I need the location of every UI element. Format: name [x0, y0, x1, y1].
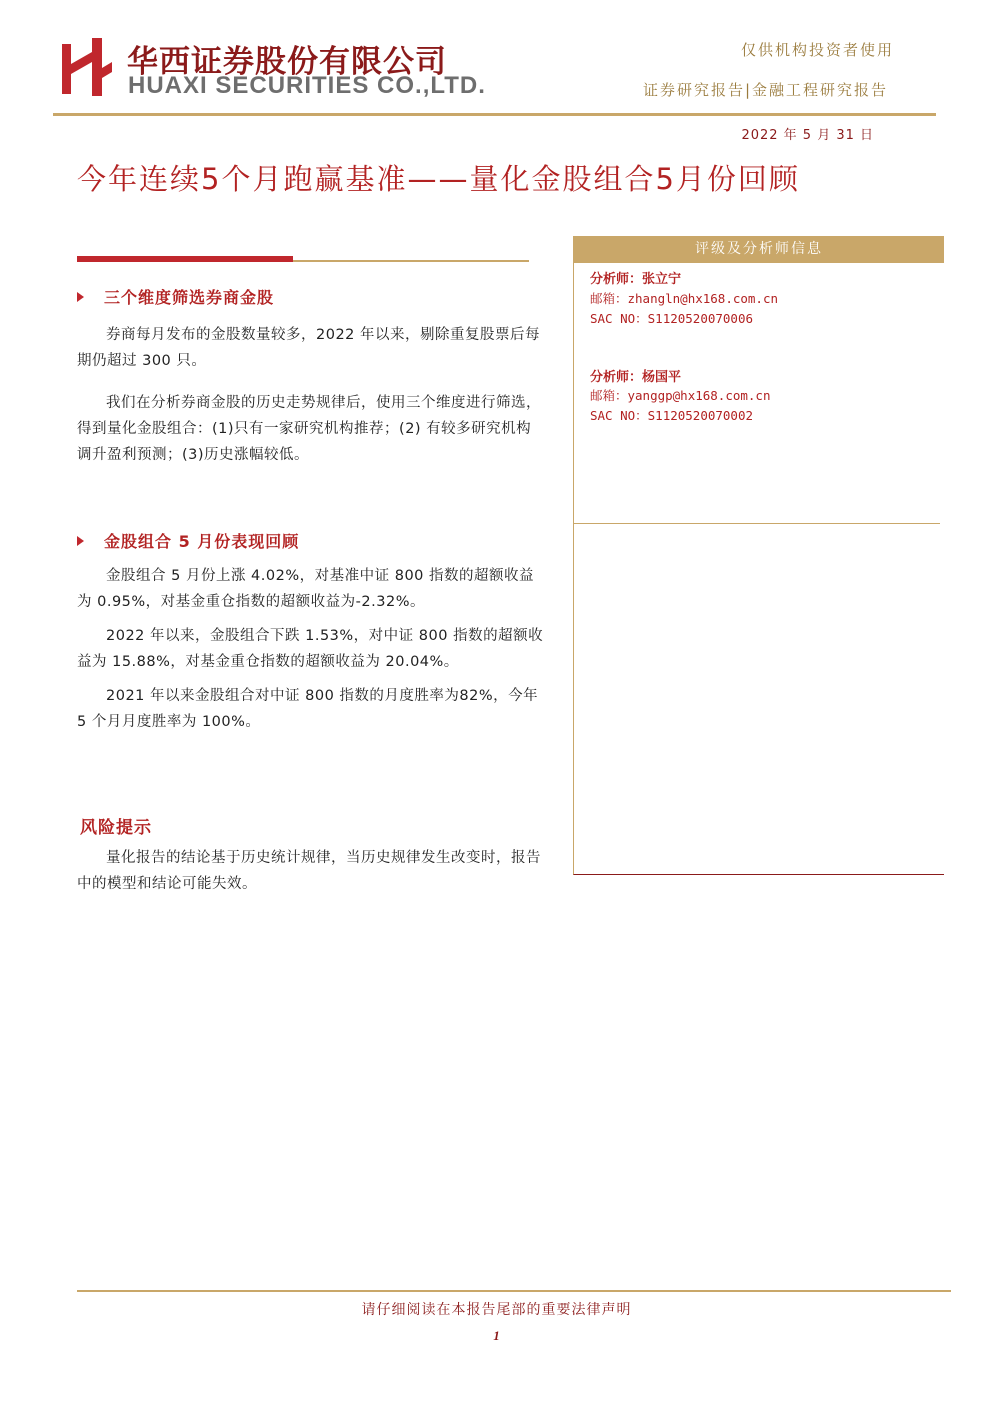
analyst-name: 分析师：张立宁 [590, 272, 682, 287]
analyst-sac-number: SAC NO：S1120520070002 [590, 408, 754, 423]
section-accent-line [293, 260, 529, 262]
risk-heading: 风险提示 [80, 818, 152, 838]
footer-disclaimer: 请仔细阅读在本报告尾部的重要法律声明 [361, 1302, 632, 1318]
company-name-cn: 华西证券股份有限公司 [127, 44, 447, 80]
analyst-name: 分析师：杨国平 [590, 370, 682, 385]
paragraph: 金股组合 5 月份上涨 4.02%，对基准中证 800 指数的超额收益为 0.95%，对基金重仓指数的超额收益为-2.32%。 [77, 568, 535, 610]
analyst-info-panel [573, 236, 944, 875]
paragraph: 我们在分析券商金股的历史走势规律后，使用三个维度进行筛选，得到量化金股组合：(1)只有一家研究机构推荐；(2) 有较多研究机构调升盈利预测；(3)历史涨幅较低。 [77, 395, 541, 463]
section-screening-body [77, 322, 545, 468]
page-number: 1 [493, 1328, 500, 1343]
section-performance-body [77, 563, 545, 735]
huaxi-logo-icon [62, 38, 112, 96]
analyst-info-heading: 评级及分析师信息 [574, 236, 944, 263]
sidebar-divider [574, 523, 940, 524]
paragraph: 券商每月发布的金股数量较多，2022 年以来，剔除重复股票后每期仍超过 300 只。 [77, 327, 541, 369]
bullet-triangle-icon [77, 292, 84, 302]
section-heading-screening: 三个维度筛选券商金股 [77, 285, 274, 308]
section-accent-bar [77, 256, 293, 262]
company-name-en: HUAXI SECURITIES CO.,LTD. [128, 72, 486, 99]
analyst-sac-number: SAC NO：S1120520070006 [590, 311, 754, 326]
analyst-email[interactable]: 邮箱：zhangln@hx168.com.cn [590, 291, 779, 306]
analyst-email[interactable]: 邮箱：yanggp@hx168.com.cn [590, 388, 771, 403]
footer-divider [77, 1290, 951, 1292]
paragraph: 2022 年以来，金股组合下跌 1.53%，对中证 800 指数的超额收益为 15.88%，对基金重仓指数的超额收益为 20.04%。 [77, 628, 544, 670]
audience-notice: 仅供机构投资者使用 [740, 41, 894, 59]
paragraph: 量化报告的结论基于历史统计规律，当历史规律发生改变时，报告中的模型和结论可能失效。 [77, 850, 541, 892]
header-divider [53, 113, 936, 116]
risk-body [77, 845, 545, 897]
section-heading-performance: 金股组合 5 月份表现回顾 [77, 529, 299, 552]
report-date: 2022 年 5 月 31 日 [741, 128, 874, 143]
report-title: 今年连续5个月跑赢基准——量化金股组合5月份回顾 [77, 162, 800, 196]
paragraph: 2021 年以来金股组合对中证 800 指数的月度胜率为82%，今年 5 个月月度胜率为 100%。 [77, 688, 539, 730]
bullet-triangle-icon [77, 536, 84, 546]
report-type: 证券研究报告|金融工程研究报告 [642, 81, 888, 99]
